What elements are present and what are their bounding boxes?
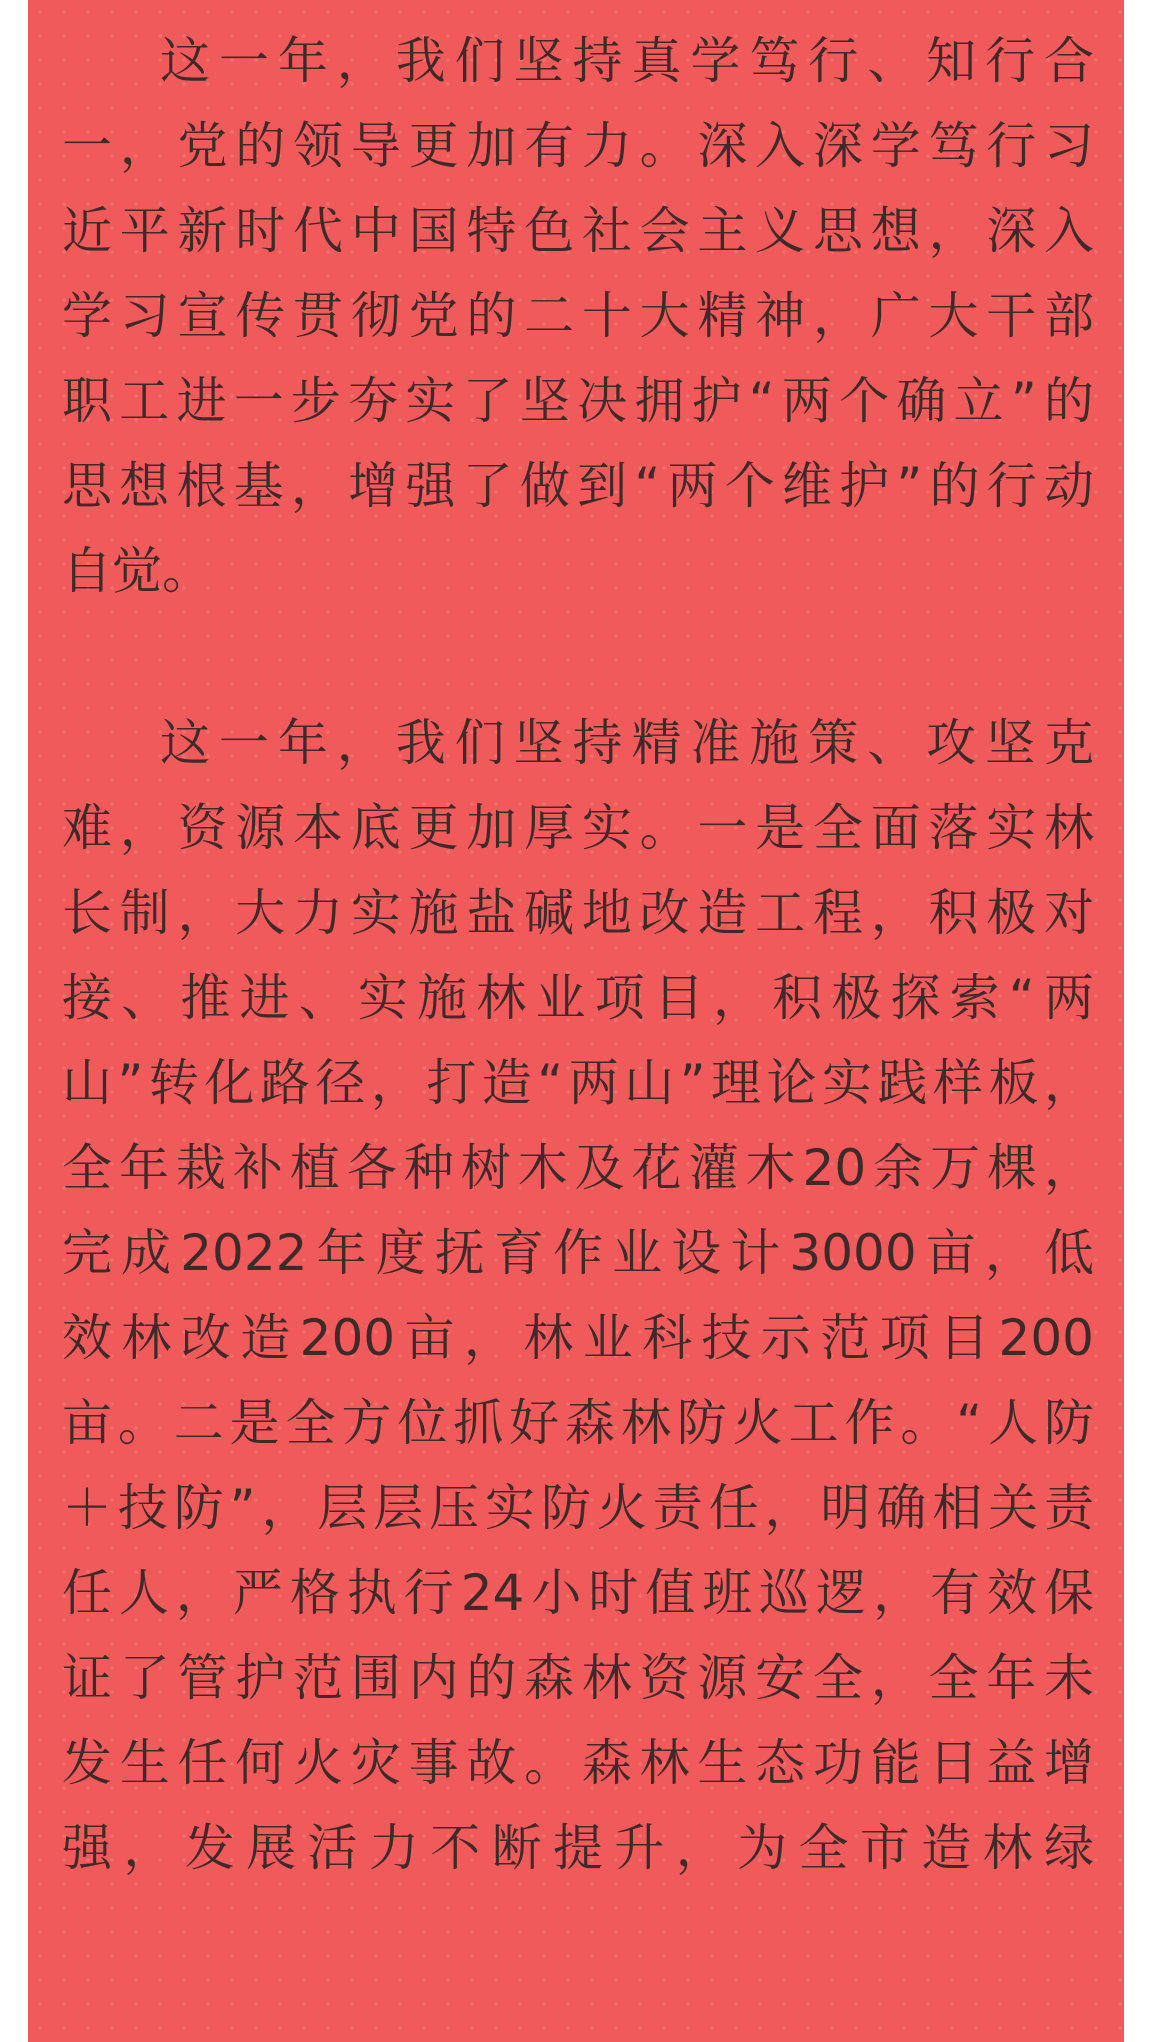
text-line: 这一年，我们坚持真学笃行、知行合	[160, 32, 1094, 90]
text-line: 这一年，我们坚持精准施策、攻坚克	[160, 714, 1094, 772]
text-line: 证了管护范围内的森林资源安全，全年未	[62, 1649, 1094, 1707]
paragraph	[28, 701, 1124, 1891]
text-line: ＋技防”，层层压实防火责任，明确相关责	[62, 1479, 1094, 1537]
article-panel	[28, 0, 1124, 2042]
text-line: 难，资源本底更加厚实。一是全面落实林	[62, 799, 1094, 857]
text-line: 任人，严格执行24小时值班巡逻，有效保	[62, 1564, 1094, 1622]
text-line: 全年栽补植各种树木及花灌木20余万棵，	[62, 1139, 1094, 1197]
text-line: 学习宣传贯彻党的二十大精神，广大干部	[62, 287, 1094, 345]
text-line: 接、推进、实施林业项目，积极探索“两	[62, 969, 1094, 1027]
text-line: 近平新时代中国特色社会主义思想，深入	[62, 202, 1094, 260]
text-line: 长制，大力实施盐碱地改造工程，积极对	[62, 884, 1094, 942]
text-line: 强，发展活力不断提升，为全市造林绿	[62, 1819, 1094, 1877]
text-line: 一，党的领导更加有力。深入深学笃行习	[62, 117, 1094, 175]
text-line: 自觉。	[62, 542, 212, 600]
paragraph	[28, 19, 1124, 614]
text-line: 亩。二是全方位抓好森林防火工作。“人防	[62, 1394, 1094, 1452]
text-line: 山”转化路径，打造“两山”理论实践样板，	[62, 1054, 1094, 1112]
text-line: 职工进一步夯实了坚决拥护“两个确立”的	[62, 372, 1094, 430]
text-line: 完成2022年度抚育作业设计3000亩，低	[62, 1224, 1094, 1282]
text-line: 思想根基，增强了做到“两个维护”的行动	[62, 457, 1094, 515]
text-line: 发生任何火灾事故。森林生态功能日益增	[62, 1734, 1094, 1792]
text-line: 效林改造200亩，林业科技示范项目200	[62, 1309, 1094, 1367]
